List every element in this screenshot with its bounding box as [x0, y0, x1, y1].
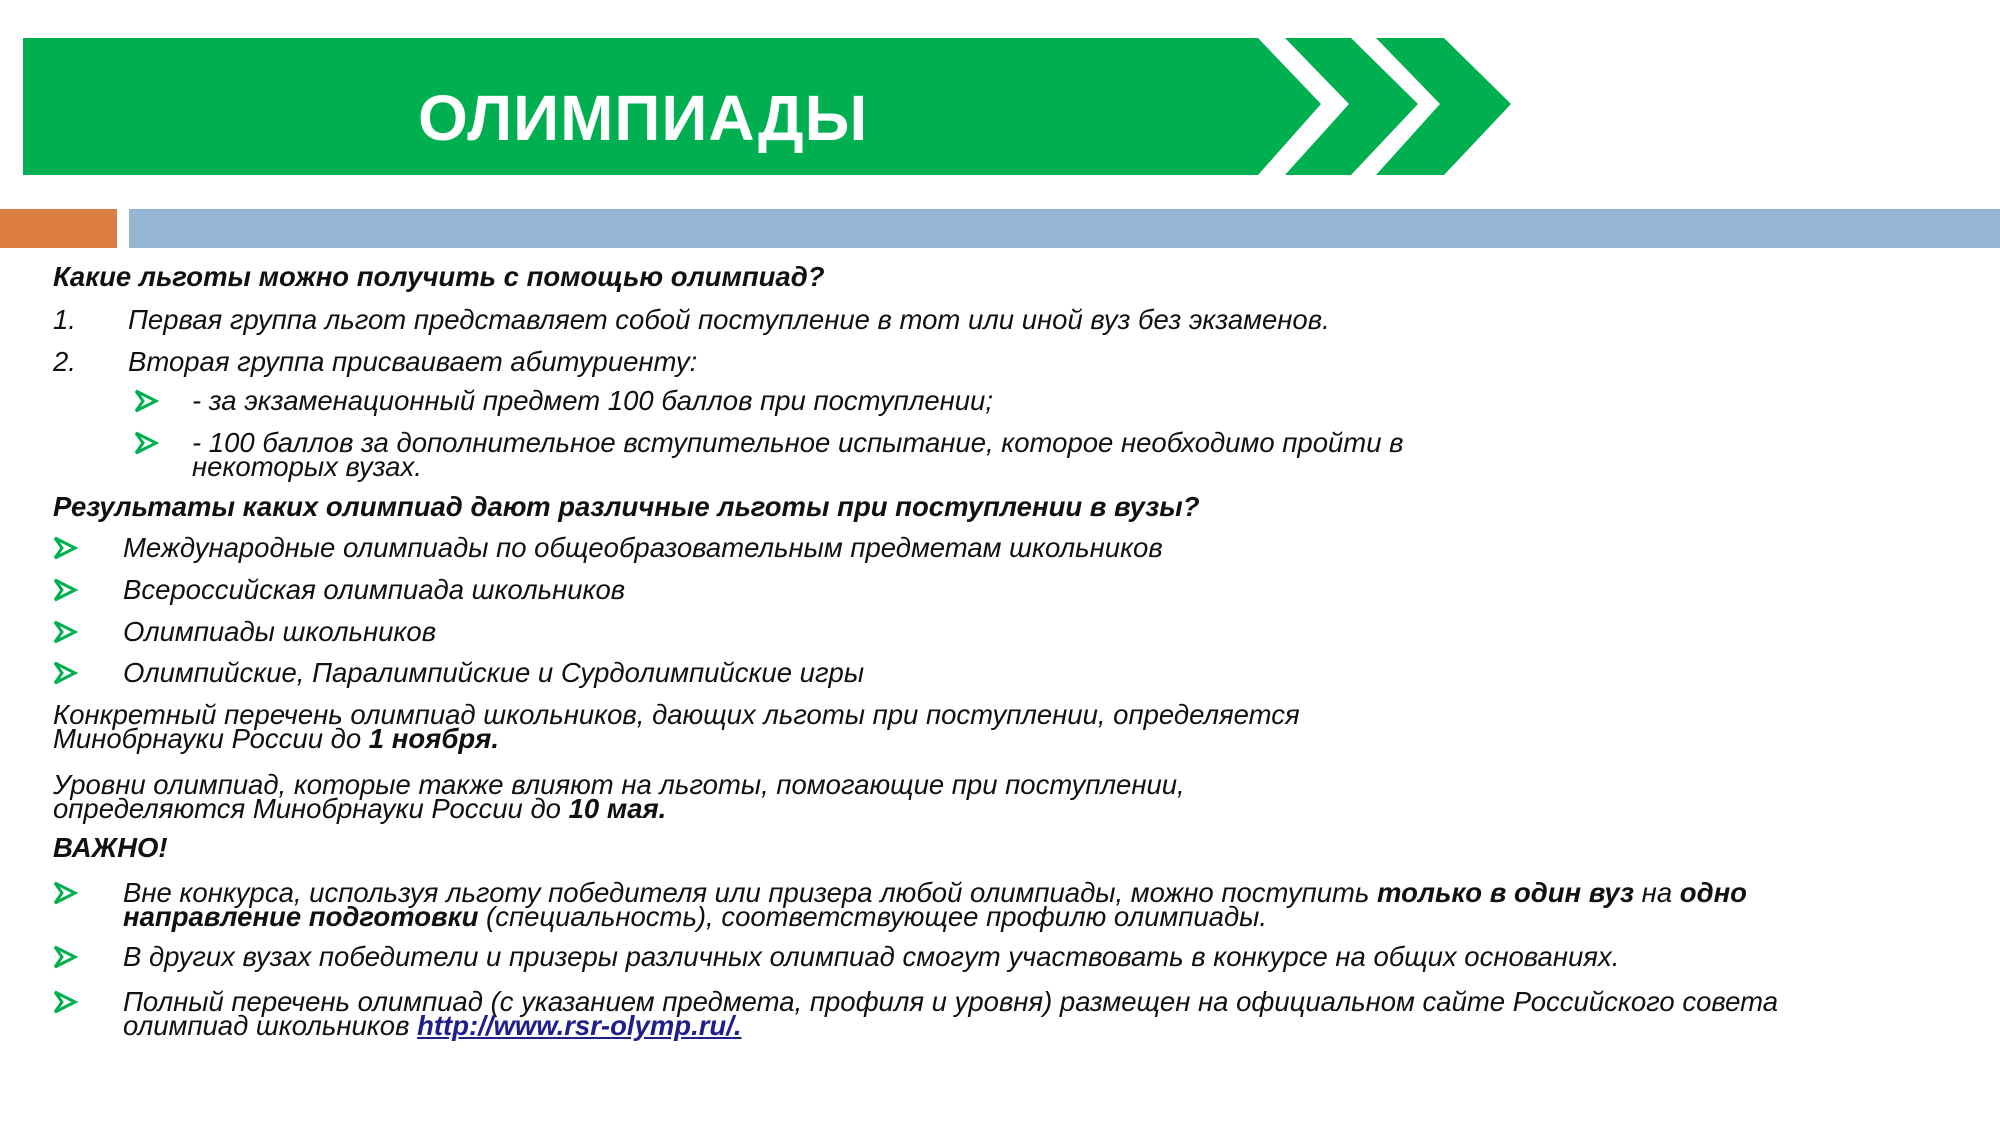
important-heading: ВАЖНО!	[53, 832, 168, 863]
important-bullet-item: Вне конкурса, используя льготу победителя или призера любой олимпиады, можно поступить только в один вуз на одно	[123, 877, 1747, 908]
title-banner	[0, 0, 2000, 190]
green-arrow-bullet-icon	[53, 535, 79, 561]
question-benefits: Какие льготы можно получить с помощью олимпиад?	[53, 261, 825, 292]
green-arrow-bullet-icon	[53, 944, 79, 970]
green-arrow-bullet-icon	[134, 388, 160, 414]
paragraph-list-deadline: Конкретный перечень олимпиад школьников, дающих льготы при поступлении, определяется	[53, 699, 1300, 730]
important-bullet-item: Полный перечень олимпиад (с указанием предмета, профиля и уровня) размещен на официальном сайте Российского совета	[123, 986, 1779, 1017]
list-item: Вторая группа присваивает абитуриенту:	[128, 346, 698, 377]
accent-bar-blue	[129, 209, 2000, 248]
green-arrow-bullet-icon	[53, 660, 79, 686]
green-arrow-bullet-icon	[53, 619, 79, 645]
important-bullet-continuation: направление подготовки (специальность), соответствующее профилю олимпиады.	[123, 901, 1268, 932]
green-arrow-bullet-icon	[53, 989, 79, 1015]
important-bullet-item: В других вузах победители и призеры различных олимпиад смогут участвовать в конкурсе на общих основаниях.	[123, 941, 1620, 972]
important-bullet-continuation: олимпиад школьников http://www.rsr-olymp.ru/.	[123, 1010, 742, 1041]
sub-bullet-item: - за экзаменационный предмет 100 баллов при поступлении;	[192, 385, 993, 416]
green-arrow-bullet-icon	[53, 880, 79, 906]
rsr-olymp-link[interactable]: http://www.rsr-olymp.ru/.	[417, 1010, 742, 1041]
bullet-item: Олимпиады школьников	[123, 616, 437, 647]
list-number: 1.	[53, 304, 76, 335]
slide-title: ОЛИМПИАДЫ	[418, 82, 869, 154]
bullet-item: Олимпийские, Паралимпийские и Сурдолимпийские игры	[123, 657, 865, 688]
list-number: 2.	[53, 346, 76, 377]
green-arrow-bullet-icon	[134, 430, 160, 456]
green-arrow-bullet-icon	[53, 577, 79, 603]
sub-bullet-continuation: некоторых вузах.	[192, 451, 422, 482]
bullet-item: Международные олимпиады по общеобразовательным предметам школьников	[123, 532, 1163, 563]
question-olympiads: Результаты каких олимпиад дают различные льготы при поступлении в вузы?	[53, 491, 1200, 522]
accent-bar-orange	[0, 209, 117, 248]
paragraph-levels-deadline-line2: определяются Минобрнауки России до 10 мая.	[53, 793, 667, 824]
bullet-item: Всероссийская олимпиада школьников	[123, 574, 626, 605]
sub-bullet-item: - 100 баллов за дополнительное вступительное испытание, которое необходимо пройти в	[192, 427, 1404, 458]
paragraph-list-deadline-line2: Минобрнауки России до 1 ноября.	[53, 723, 499, 754]
list-item: Первая группа льгот представляет собой поступление в тот или иной вуз без экзаменов.	[128, 304, 1330, 335]
paragraph-levels-deadline: Уровни олимпиад, которые также влияют на льготы, помогающие при поступлении,	[53, 769, 1185, 800]
